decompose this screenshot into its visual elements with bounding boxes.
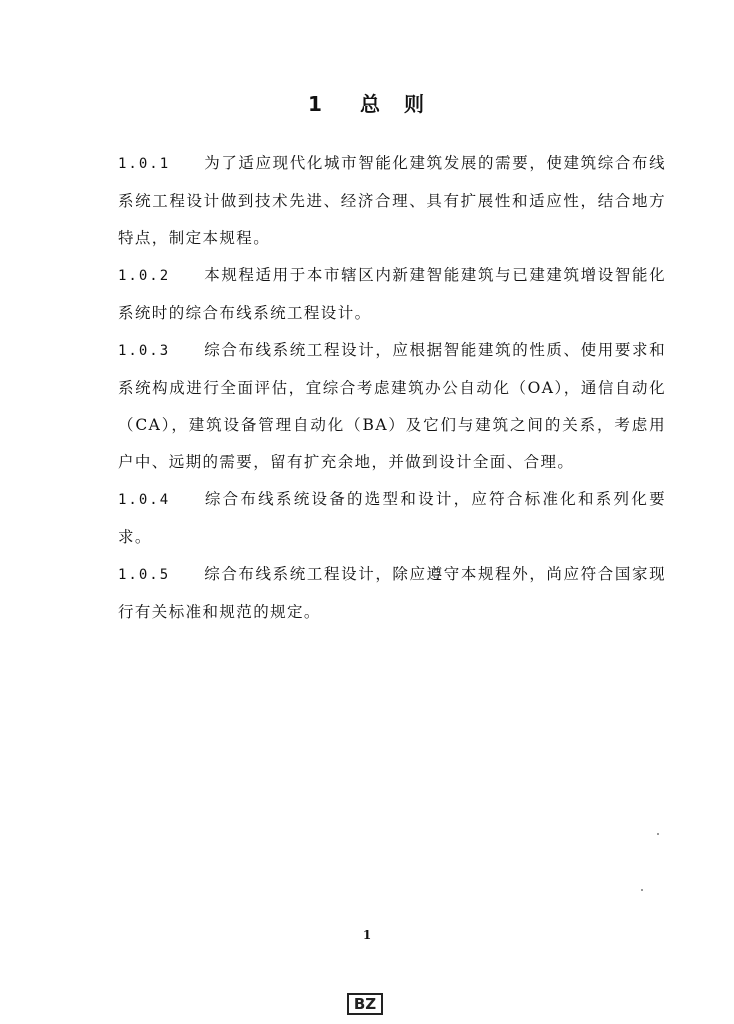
clause-text: 综合布线系统工程设计，除应遵守本规程外，尚应符合国家现行有关标准和规范的规定。 [118,565,666,621]
chapter-title-char-2: 则 [403,92,426,116]
bz-logo-stamp: BZ [347,993,383,1015]
clause-number: 1.0.1 [118,156,171,172]
clause-list [118,145,666,631]
clause-1-0-4 [118,481,666,556]
clause-number: 1.0.3 [118,343,171,359]
clause-text: 综合布线系统设备的选型和设计，应符合标准化和系列化要求。 [118,490,666,546]
scan-speck [641,889,643,891]
chapter-number: 1 [308,92,324,116]
clause-number: 1.0.2 [118,268,171,284]
clause-text: 综合布线系统工程设计，应根据智能建筑的性质、使用要求和系统构成进行全面评估，宜综合考虑建筑办公自动化（OA），通信自动化（CA），建筑设备管理自动化（BA）及它们与建筑之间的关系，考虑用户中、远期的需要，留有扩充余地，并做到设计全面、合理。 [118,341,666,471]
scan-speck [657,833,659,835]
clause-text: 为了适应现代化城市智能化建筑发展的需要，使建筑综合布线系统工程设计做到技术先进、经济合理、具有扩展性和适应性，结合地方特点，制定本规程。 [118,154,666,247]
chapter-title [0,88,734,117]
clause-number: 1.0.5 [118,567,171,583]
clause-1-0-3 [118,332,666,481]
clause-1-0-2 [118,257,666,332]
clause-1-0-5 [118,556,666,631]
clause-1-0-1 [118,145,666,257]
chapter-title-char-1: 总 [359,92,382,116]
clause-number: 1.0.4 [118,492,171,508]
page-number: 1 [362,928,372,942]
clause-text: 本规程适用于本市辖区内新建智能建筑与已建建筑增设智能化系统时的综合布线系统工程设计。 [118,266,666,322]
